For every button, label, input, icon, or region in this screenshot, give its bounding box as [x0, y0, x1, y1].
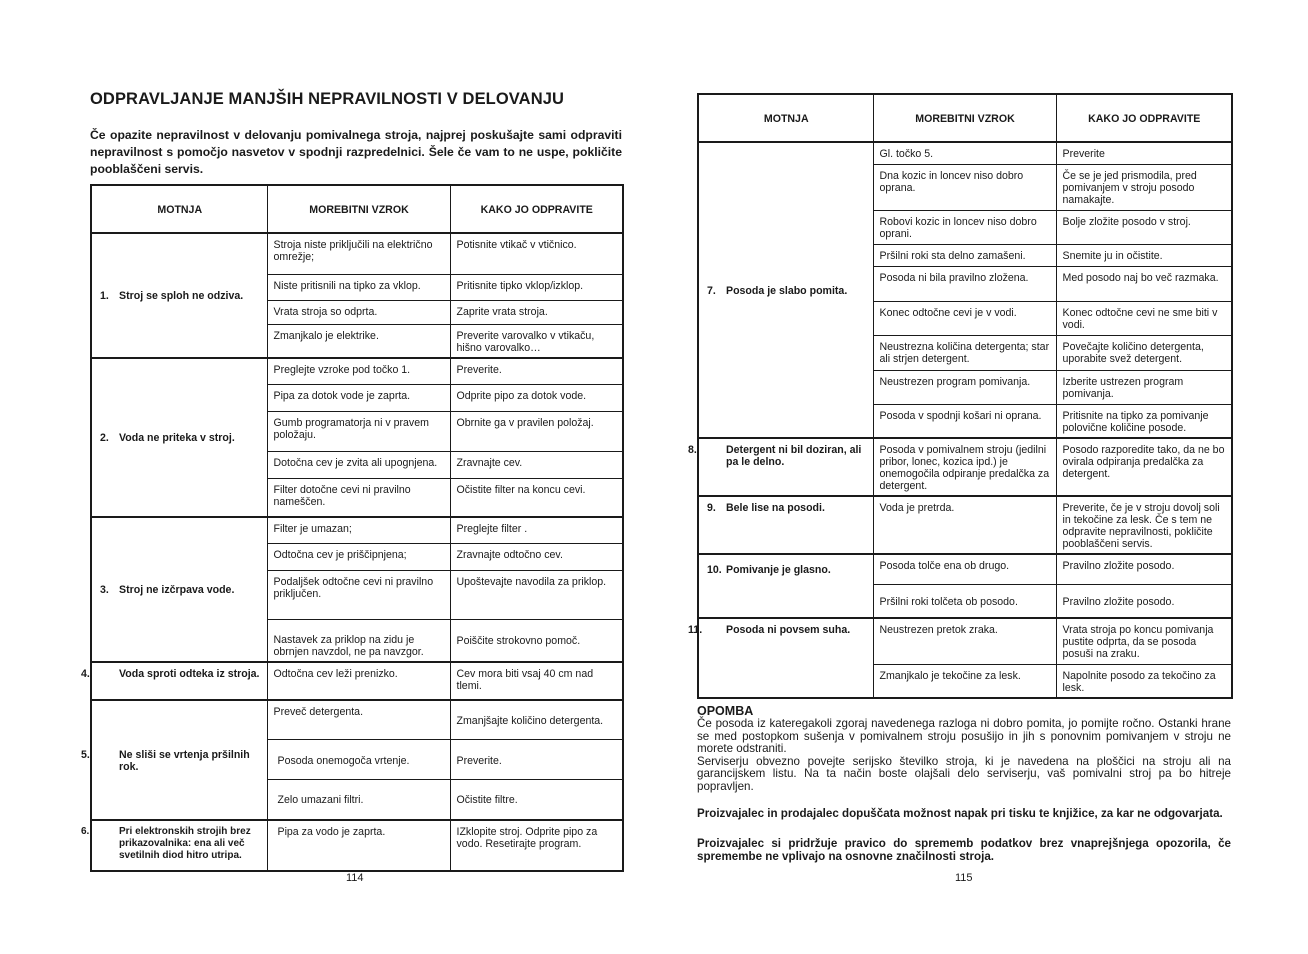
fix-cell: IZklopite stroj. Odprite pipo za vodo. Resetirajte program. [450, 820, 623, 871]
troubleshooting-table-right [688, 93, 1233, 699]
cause-cell: Filter dotočne cevi ni pravilno nameščen. [267, 479, 450, 517]
cause-cell: Gumb programatorja ni v pravem položaju. [267, 412, 450, 452]
fix-cell: Preverite varovalko v vtikaču, hišno varovalko… [450, 324, 623, 358]
cause-cell: Stroja niste priključili na električno omrežje; [267, 233, 450, 274]
symptom-cell: 4. Voda sproti odteka iz stroja. [91, 662, 267, 700]
fix-cell: Izberite ustrezen program pomivanja. [1056, 370, 1232, 404]
cause-cell: Posoda ni bila pravilno zložena. [873, 266, 1056, 301]
cause-cell: Dotočna cev je zvita ali upognjena. [267, 452, 450, 479]
symptom-cell: 8. Detergent ni bil doziran, ali pa le delno. [698, 438, 873, 496]
cause-cell: Pršilni roki tolčeta ob posodo. [873, 584, 1056, 618]
table-row [698, 142, 1232, 164]
cause-cell: Neustrezen program pomivanja. [873, 370, 1056, 404]
cause-cell: Zmanjkalo je tekočine za lesk. [873, 664, 1056, 698]
cause-cell: Robovi kozic in loncev niso dobro oprani. [873, 210, 1056, 244]
cause-cell: Voda je pretrda. [873, 496, 1056, 554]
fix-cell: Med posodo naj bo več razmaka. [1056, 266, 1232, 301]
fix-cell: Snemite ju in očistite. [1056, 244, 1232, 266]
fix-cell: Zravnajte cev. [450, 452, 623, 479]
fix-cell: Pritisnite tipko vklop/izklop. [450, 274, 623, 300]
cause-cell: Posoda onemogoča vrtenje. [267, 740, 450, 780]
table-row [91, 233, 623, 274]
header-vzrok: MOREBITNI VZROK [267, 185, 450, 233]
fix-cell: Poiščite strokovno pomoč. [450, 620, 623, 662]
symptom-cell: 10. Pomivanje je glasno. [698, 554, 873, 618]
page-title: ODPRAVLJANJE MANJŠIH NEPRAVILNOSTI V DELOVANJU [90, 90, 564, 108]
cause-cell: Vrata stroja so odprta. [267, 300, 450, 324]
intro-paragraph: Če opazite nepravilnost v delovanju pomivalnega stroja, najprej poskušajte sami odpraviti nepravilnost s pomočjo nasvetov v spodnji razpredelnici. Šele če vam to ne uspe, pokličite pooblaščeni servis. [90, 128, 622, 176]
fix-cell: Vrata stroja po koncu pomivanja pustite odprta, da se posoda posuši na zraku. [1056, 618, 1232, 664]
header-motnja: MOTNJA [91, 185, 267, 233]
fix-cell: Odprite pipo za dotok vode. [450, 385, 623, 412]
disclaimer-print: Proizvajalec in prodajalec dopuščata možnost napak pri tisku te knjižice, za kar ne odgovarjata. [697, 807, 1223, 820]
header-odprava: KAKO JO ODPRAVITE [1056, 94, 1232, 142]
cause-cell: Zelo umazani filtri. [267, 780, 450, 820]
table-row [698, 554, 1232, 584]
fix-cell: Preverite, če je v stroju dovolj soli in tekočine za lesk. Če s tem ne odpravite nepravilnosti, pokličite pooblaščeni servis. [1056, 496, 1232, 554]
fix-cell: Obrnite ga v pravilen položaj. [450, 412, 623, 452]
fix-cell: Če se je jed prismodila, pred pomivanjem v stroju posodo namakajte. [1056, 164, 1232, 210]
disclaimer-changes: Proizvajalec si pridržuje pravico do sprememb podatkov brez vnaprejšnjega opozorila, če spremembe ne vplivajo na osnovne značilnosti stroja. [697, 837, 1231, 863]
cause-cell: Posoda v spodnji košari ni oprana. [873, 404, 1056, 438]
fix-cell: Cev mora biti vsaj 40 cm nad tlemi. [450, 662, 623, 700]
page-number: 115 [955, 872, 973, 884]
cause-cell: Neustrezen pretok zraka. [873, 618, 1056, 664]
fix-cell: Bolje zložite posodo v stroj. [1056, 210, 1232, 244]
cause-cell: Dna kozic in loncev niso dobro oprana. [873, 164, 1056, 210]
symptom-cell: 2. Voda ne priteka v stroj. [91, 358, 267, 517]
fix-cell: Očistite filter na koncu cevi. [450, 479, 623, 517]
table-row [698, 438, 1232, 496]
cause-cell: Posoda tolče ena ob drugo. [873, 554, 1056, 584]
cause-cell: Posoda v pomivalnem stroju (jedilni pribor, lonec, kozica ipd.) je onemogočila odpiranje predalčka za detergent. [873, 438, 1056, 496]
fix-cell: Potisnite vtikač v vtičnico. [450, 233, 623, 274]
table-header-row [91, 185, 623, 233]
page-number: 114 [346, 872, 364, 884]
cause-cell: Pipa za dotok vode je zaprta. [267, 385, 450, 412]
fix-cell: Zaprite vrata stroja. [450, 300, 623, 324]
symptom-cell: 3. Stroj ne izčrpava vode. [91, 517, 267, 662]
table-row [91, 358, 623, 385]
cause-cell: Odtočna cev je priščipnjena; [267, 544, 450, 571]
cause-cell: Filter je umazan; [267, 517, 450, 544]
cause-cell: Pipa za vodo je zaprta. [267, 820, 450, 871]
fix-cell: Posodo razporedite tako, da ne bo ovirala odpiranja predalčka za detergent. [1056, 438, 1232, 496]
cause-cell: Nastavek za priklop na zidu je obrnjen navzdol, ne pa navzgor. [267, 620, 450, 662]
troubleshooting-table-left [81, 184, 624, 872]
fix-cell: Napolnite posodo za tekočino za lesk. [1056, 664, 1232, 698]
cause-cell: Preglejte vzroke pod točko 1. [267, 358, 450, 385]
cause-cell: Pršilni roki sta delno zamašeni. [873, 244, 1056, 266]
table-row [698, 618, 1232, 664]
symptom-cell: 6. Pri elektronskih strojih brez prikazovalnika: ena ali več svetilnih diod hitro utripa. [91, 820, 267, 871]
symptom-cell: 7. Posoda je slabo pomita. [698, 142, 873, 438]
cause-cell: Odtočna cev leži prenizko. [267, 662, 450, 700]
fix-cell: Očistite filtre. [450, 780, 623, 820]
header-odprava: KAKO JO ODPRAVITE [450, 185, 623, 233]
table-header-row [698, 94, 1232, 142]
cause-cell: Niste pritisnili na tipko za vklop. [267, 274, 450, 300]
table-row [91, 820, 623, 871]
fix-cell: Zravnajte odtočno cev. [450, 544, 623, 571]
table-row [91, 662, 623, 700]
note-title: OPOMBA [697, 704, 754, 718]
table-row [91, 517, 623, 544]
symptom-cell: 11. Posoda ni povsem suha. [698, 618, 873, 698]
cause-cell: Konec odtočne cevi je v vodi. [873, 301, 1056, 335]
fix-cell: Povečajte količino detergenta, uporabite svež detergent. [1056, 335, 1232, 370]
symptom-cell: 9. Bele lise na posodi. [698, 496, 873, 554]
fix-cell: Upoštevajte navodila za priklop. [450, 571, 623, 620]
cause-cell: Zmanjkalo je elektrike. [267, 324, 450, 358]
fix-cell: Pravilno zložite posodo. [1056, 554, 1232, 584]
symptom-cell: 1. Stroj se sploh ne odziva. [91, 233, 267, 358]
cause-cell: Preveč detergenta. [267, 700, 450, 740]
cause-cell: Podaljšek odtočne cevi ni pravilno priključen. [267, 571, 450, 620]
fix-cell: Konec odtočne cevi ne sme biti v vodi. [1056, 301, 1232, 335]
table-row [698, 496, 1232, 554]
table-row [91, 700, 623, 740]
symptom-cell: 5. Ne sliši se vrtenja pršilnih rok. [91, 700, 267, 820]
fix-cell: Preverite. [450, 358, 623, 385]
header-motnja: MOTNJA [698, 94, 873, 142]
fix-cell: Preverite. [450, 740, 623, 780]
fix-cell: Zmanjšajte količino detergenta. [450, 700, 623, 740]
fix-cell: Pritisnite na tipko za pomivanje polovične količine posode. [1056, 404, 1232, 438]
note-body: Če posoda iz kateregakoli zgoraj navedenega razloga ni dobro pomita, jo pomijte ročno. Ostanki hrane se med postopkom sušenja v pomivalnem stroju posušijo in jih s ponovnim pomivanjem v stroju ne morete odstraniti. Serviserju obvezno povejte serijsko številko stroja, ki je navedena na ploščici na stroju ali na garancijskem listu. Na ta način boste olajšali delo serviserju, vaš pomivalni stroj pa bo hitreje popravljen. [697, 717, 1231, 793]
cause-cell: Neustrezna količina detergenta; star ali strjen detergent. [873, 335, 1056, 370]
fix-cell: Preverite [1056, 142, 1232, 164]
cause-cell: Gl. točko 5. [873, 142, 1056, 164]
header-vzrok: MOREBITNI VZROK [873, 94, 1056, 142]
fix-cell: Pravilno zložite posodo. [1056, 584, 1232, 618]
fix-cell: Preglejte filter . [450, 517, 623, 544]
